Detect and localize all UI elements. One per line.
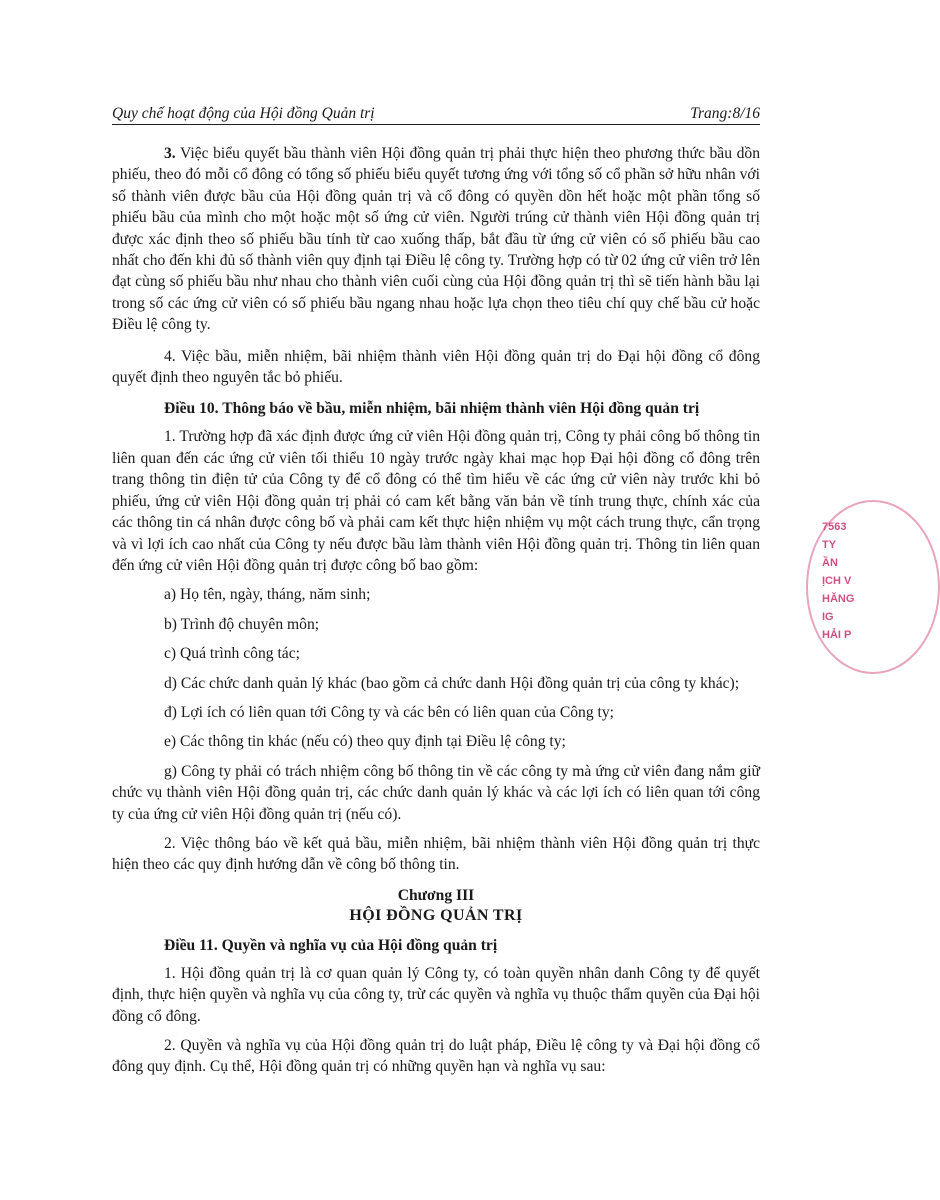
seal-line: ỊCH V — [822, 575, 852, 587]
chapter-label: Chương III — [397, 886, 475, 904]
paragraph-3 — [112, 143, 760, 336]
article-11-paragraph-1 — [112, 963, 760, 1027]
item-text: Trình độ chuyên môn; — [177, 615, 320, 633]
paragraph-text: Việc biểu quyết bầu thành viên Hội đồng quản trị phải thực hiện theo phương thức bầu dồn phiếu, theo đó mỗi cổ đông có tổng số phiếu biểu quyết tương ứng với tổng số cổ phần sở hữu nhân với số thành viên được bầu của Hội đồng quản trị và cổ đông có quyền dồn hết hoặc một phần tổng số phiếu bầu của mình cho một hoặc một số ứng cử viên. Người trúng cử thành viên Hội đồng quản trị được xác định theo số phiếu bầu tính từ cao xuống thấp, bắt đầu từ ứng cử viên có số phiếu bầu cao nhất cho đến khi đủ số thành viên quy định tại Điều lệ công ty. Trường hợp có từ 02 ứng cử viên trở lên đạt cùng số phiếu bầu như nhau cho thành viên cuối cùng của Hội đồng quản trị thì sẽ tiến hành bầu lại trong số các ứng cử viên có số phiếu bầu ngang nhau hoặc lựa chọn theo tiêu chí quy chế bầu cử hoặc Điều lệ công ty. — [112, 145, 760, 334]
item-label: a) — [164, 586, 177, 604]
paragraph-number: 1. — [164, 964, 176, 982]
paragraph-number: 1. — [164, 428, 176, 446]
paragraph-text: Hội đồng quản trị là cơ quan quản lý Công ty, có toàn quyền nhân danh Công ty để quyết định, thực hiện quyền và nghĩa vụ của công ty, trừ các quyền và nghĩa vụ thuộc thẩm quyền của Đại hội đồng cổ đông. — [112, 964, 760, 1025]
paragraph-text: Quyền và nghĩa vụ của Hội đồng quản trị do luật pháp, Điều lệ công ty và Đại hội đồng cổ đông quy định. Cụ thể, Hội đồng quản trị có những quyền hạn và nghĩa vụ sau: — [112, 1037, 760, 1076]
chapter-title: HỘI ĐỒNG QUẢN TRỊ — [349, 906, 523, 924]
article-11-heading: Điều 11. Quyền và nghĩa vụ của Hội đồng quản trị — [164, 936, 498, 954]
seal-line: TY — [822, 539, 837, 551]
list-item-b — [112, 614, 760, 635]
seal-line: HĂNG — [822, 593, 855, 605]
document-title: Quy chế hoạt động của Hội đồng Quản trị — [112, 105, 375, 122]
article-10-heading: Điều 10. Thông báo về bầu, miễn nhiệm, bãi nhiệm thành viên Hội đồng quản trị — [164, 400, 700, 418]
item-text: Các thông tin khác (nếu có) theo quy định tại Điều lệ công ty; — [176, 733, 566, 751]
list-item-a — [112, 584, 760, 605]
paragraph-number: 4. — [164, 347, 176, 365]
list-item-g — [112, 761, 760, 825]
item-label: c) — [164, 645, 177, 663]
seal-line: IG — [822, 611, 834, 623]
item-label: d) — [164, 674, 177, 692]
seal-line: ẦN — [822, 557, 838, 569]
paragraph-number: 3. — [164, 145, 176, 162]
page-number: Trang:8/16 — [690, 105, 760, 122]
item-text: Họ tên, ngày, tháng, năm sinh; — [176, 586, 371, 604]
item-label: g) — [164, 762, 177, 780]
document-body — [112, 143, 760, 1088]
paragraph-number: 2. — [164, 1037, 176, 1054]
seal-text — [822, 518, 854, 644]
paragraph-text: Trường hợp đã xác định được ứng cử viên Hội đồng quản trị, Công ty phải công bố thông tin liên quan đến các ứng cử viên tối thiểu 10 ngày trước ngày khai mạc họp Đại hội đồng cổ đông trên trang thông tin điện tử của Công ty để cổ đông có thể tìm hiểu về các ứng cử viên này trước khi bỏ phiếu, ứng cử viên Hội đồng quản trị phải có cam kết bằng văn bản về tính trung thực, chính xác của các thông tin cá nhân được công bố và phải cam kết thực hiện nhiệm vụ một cách trung thực, cẩn trọng và vì lợi ích cao nhất của Công ty nếu được bầu làm thành viên Hội đồng quản trị. Thông tin liên quan đến ứng cử viên Hội đồng quản trị được công bố bao gồm: — [112, 428, 760, 574]
seal-line: 7563 — [822, 521, 847, 533]
paragraph-text: Việc bầu, miễn nhiệm, bãi nhiệm thành viên Hội đồng quản trị do Đại hội đồng cổ đông quyết định theo nguyên tắc bỏ phiếu. — [112, 347, 760, 387]
paragraph-text: Việc thông báo về kết quả bầu, miễn nhiệm, bãi nhiệm thành viên Hội đồng quản trị thực hiện theo các quy định hướng dẫn về công bố thông tin. — [112, 834, 760, 874]
paragraph-number: 2. — [164, 834, 176, 852]
item-text: Các chức danh quản lý khác (bao gồm cả chức danh Hội đồng quản trị của công ty khác); — [177, 674, 740, 692]
item-text: Công ty phải có trách nhiệm công bố thông tin về các công ty mà ứng cử viên đang nắm giữ chức vụ thành viên Hội đồng quản trị, các chức danh quản lý khác và các lợi ích có liên quan tới công ty của ứng cử viên Hội đồng quản trị (nếu có). — [112, 762, 760, 823]
list-item-e — [112, 731, 760, 752]
article-11-paragraph-2 — [112, 1035, 760, 1078]
article-10-paragraph-1 — [112, 426, 760, 576]
article-10-paragraph-2 — [112, 833, 760, 876]
seal-line: HẢI P — [822, 629, 852, 641]
paragraph-4 — [112, 346, 760, 389]
page-header — [112, 104, 760, 125]
list-item-dd — [112, 702, 760, 723]
list-item-c — [112, 643, 760, 664]
item-text: Lợi ích có liên quan tới Công ty và các bên có liên quan của Công ty; — [177, 703, 614, 721]
list-item-d — [112, 673, 760, 694]
company-seal-stamp — [806, 500, 876, 670]
item-label: e) — [164, 733, 177, 751]
item-text: Quá trình công tác; — [176, 645, 300, 663]
item-label: b) — [164, 615, 177, 633]
item-label: đ) — [164, 703, 177, 721]
